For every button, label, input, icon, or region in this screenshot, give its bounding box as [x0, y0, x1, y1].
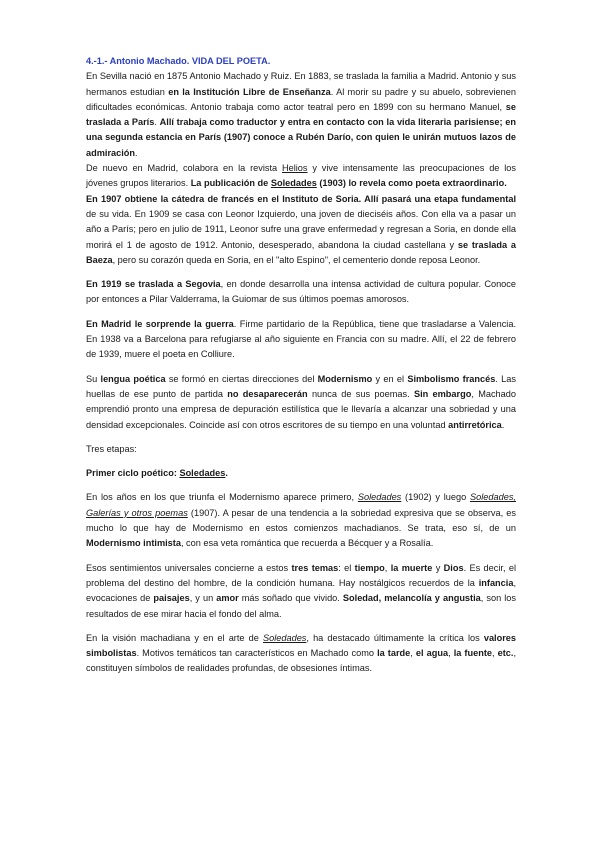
text-run: Modernismo: [317, 373, 373, 384]
text-run: ,: [492, 648, 498, 659]
text-run: . Al morir su padre y su abuelo, sobrevienen dificultades económicas. Antonio trabaja como actor teatral pero en 1899 con su hermano Manuel,: [86, 86, 516, 112]
text-run: (1907). A pesar de una tendencia a la sobriedad expresiva que se observa, es mucho lo que hay de Modernismo en estos comienzos machadianos. Se trata, eso sí, de un: [86, 507, 516, 534]
text-run: el agua: [415, 648, 449, 659]
text-run: ,: [410, 648, 416, 659]
text-run: . Motivos temáticos tan característicos en Machado como: [136, 648, 378, 659]
text-run: antirretórica: [448, 419, 502, 430]
text-run: . Firme partidario de la República, tiene que trasladarse a Valencia. En 1938 va a Barcelona para refugiarse al año siguiente en Francia con su madre. Allí, el 22 de febrero de 1939, muere el poeta en Colliure.: [86, 318, 517, 360]
text-run: Soledades: [262, 632, 307, 643]
text-run: más soñado que vivido.: [238, 593, 343, 604]
text-run: ,: [448, 648, 454, 659]
text-run: Soledades, Galerías y otros poemas: [86, 492, 516, 518]
text-run: (1903) lo revela como poeta extraordinario.: [316, 178, 507, 189]
text-run: se traslada a París: [86, 101, 516, 128]
text-run: , Machado emprendió pronto una empresa de depuración estilística que le llevaría a alcanzar una sobriedad y una densidad excepcionales. Coincide así con otros escritores de su tiempo en una voluntad: [86, 388, 516, 430]
text-run: .: [225, 468, 228, 479]
text-run: Su: [86, 373, 101, 384]
text-run: se formó en ciertas direcciones del: [165, 373, 318, 384]
text-run: se traslada a Baeza: [86, 239, 516, 265]
text-run: de su vida. En 1909 se casa con Leonor Izquierdo, una joven de dieciséis años. Con ella va a pasar un año a París; pero en julio de 1911, Leonor sufre una grave enfermedad y regresan a Soria, en donde ella morirá el 1 de agosto de 1912. Antonio, desesperado, abandona la ciudad castellana y: [86, 208, 516, 250]
text-run: amor: [216, 593, 239, 604]
paragraph-birth-and-paris: [86, 69, 516, 161]
text-run: etc.: [497, 648, 514, 659]
paragraph-soria: [86, 192, 516, 268]
text-run: y vive intensamente las preocupaciones de los jóvenes grupos literarios.: [86, 163, 516, 189]
text-run: , son los resultados de ese mirar hacia el fondo del alma.: [86, 593, 516, 619]
text-run: Soledades: [270, 178, 317, 189]
text-run: paisajes: [153, 593, 190, 604]
text-run: nunca de sus poemas.: [307, 388, 414, 399]
text-run: , evocaciones de: [86, 577, 516, 604]
text-run: .: [154, 117, 160, 128]
text-run: la tarde: [377, 648, 411, 659]
text-run: La publicación de: [190, 178, 271, 189]
text-run: , ha destacado últimamente la crítica los: [306, 632, 484, 643]
text-run: Soledades: [357, 492, 402, 503]
paragraph-poetic-language: [86, 372, 516, 433]
text-run: la fuente: [453, 648, 492, 659]
text-run: Sin embargo: [413, 388, 472, 399]
text-run: valores simbolistas: [86, 632, 517, 659]
text-run: Soledad, melancolía y angustia: [342, 593, 481, 604]
text-run: , constituyen símbolos de realidades profundas, de obsesiones íntimas.: [86, 648, 517, 674]
paragraph-segovia: [86, 277, 516, 308]
text-run: , pero su corazón queda en Soria, en el "alto Espino", el cementerio donde reposa Leonor.: [112, 254, 481, 265]
text-run: : el: [338, 562, 355, 573]
text-run: Simbolismo francés: [407, 373, 496, 384]
text-run: . Es decir, el problema del destino del hombre, de la condición humana. Hay nostálgicos recuerdos de la: [86, 562, 516, 588]
paragraph-madrid-helios: [86, 161, 516, 192]
text-run: Helios: [281, 163, 308, 174]
text-run: y en el: [372, 373, 408, 384]
text-run: Modernismo intimista: [86, 538, 181, 549]
text-run: Esos sentimientos universales concierne a estos: [86, 562, 292, 573]
text-run: .: [135, 147, 138, 158]
text-run: y: [432, 562, 444, 573]
text-run: (1902) y luego: [401, 492, 471, 503]
text-run: tiempo: [354, 562, 385, 573]
text-run: En 1919 se traslada a Segovia: [86, 279, 221, 290]
paragraph-modernism: [86, 490, 516, 551]
text-run: En Madrid le sorprende la guerra: [86, 318, 234, 329]
text-run: en la Institución Libre de Enseñanza: [168, 86, 331, 97]
paragraph-themes: [86, 561, 516, 622]
text-run: . Las huellas de ese punto de partida: [86, 373, 516, 399]
text-run: En Sevilla nació en 1875 Antonio Machado y Ruiz. En 1883, se traslada la familia a Madrid. Antonio y sus hermanos estudian: [86, 71, 516, 97]
paragraph-war: [86, 317, 516, 363]
paragraph-three-stages: [86, 442, 516, 457]
text-run: ,: [384, 562, 391, 573]
paragraph-symbolism: [86, 631, 516, 677]
text-run: .: [501, 419, 505, 430]
text-run: tres temas: [291, 562, 339, 573]
text-run: En 1907 obtiene la cátedra de francés en el Instituto de Soria. Allí pasará una etapa fundamental: [86, 193, 516, 204]
text-run: infancia: [478, 577, 514, 588]
text-run: , con esa veta romántica que recuerda a Bécquer y a Rosalía.: [180, 538, 434, 549]
section-title: 4.-1.- Antonio Machado. VIDA DEL POETA.: [86, 56, 271, 66]
text-run: Tres etapas:: [86, 443, 137, 454]
text-run: De nuevo en Madrid, colabora en la revista: [86, 163, 282, 174]
text-run: , y un: [189, 593, 217, 604]
text-run: la muerte: [390, 562, 433, 573]
text-run: no desaparecerán: [227, 388, 308, 399]
document-page: [86, 54, 516, 686]
text-run: Soledades: [179, 468, 226, 479]
text-run: , en donde desarrolla una intensa actividad de cultura popular. Conoce por entonces a Pilar Valderrama, la Guiomar de sus últimos poemas amorosos.: [86, 279, 516, 305]
text-run: Dios: [443, 562, 464, 573]
text-run: En la visión machadiana y en el arte de: [86, 632, 263, 643]
heading-first-cycle: [86, 466, 516, 481]
text-run: Allí trabaja como traductor y entra en contacto con la vida literaria parisiense; en una segunda estancia en París (1907) conoce a Rubén Darío, con quien le unirán mutuos lazos de admiración: [86, 117, 517, 158]
text-run: lengua poética: [100, 373, 166, 384]
text-run: En los años en los que triunfa el Modernismo aparece primero,: [86, 492, 358, 503]
text-run: Primer ciclo poético:: [86, 468, 180, 479]
